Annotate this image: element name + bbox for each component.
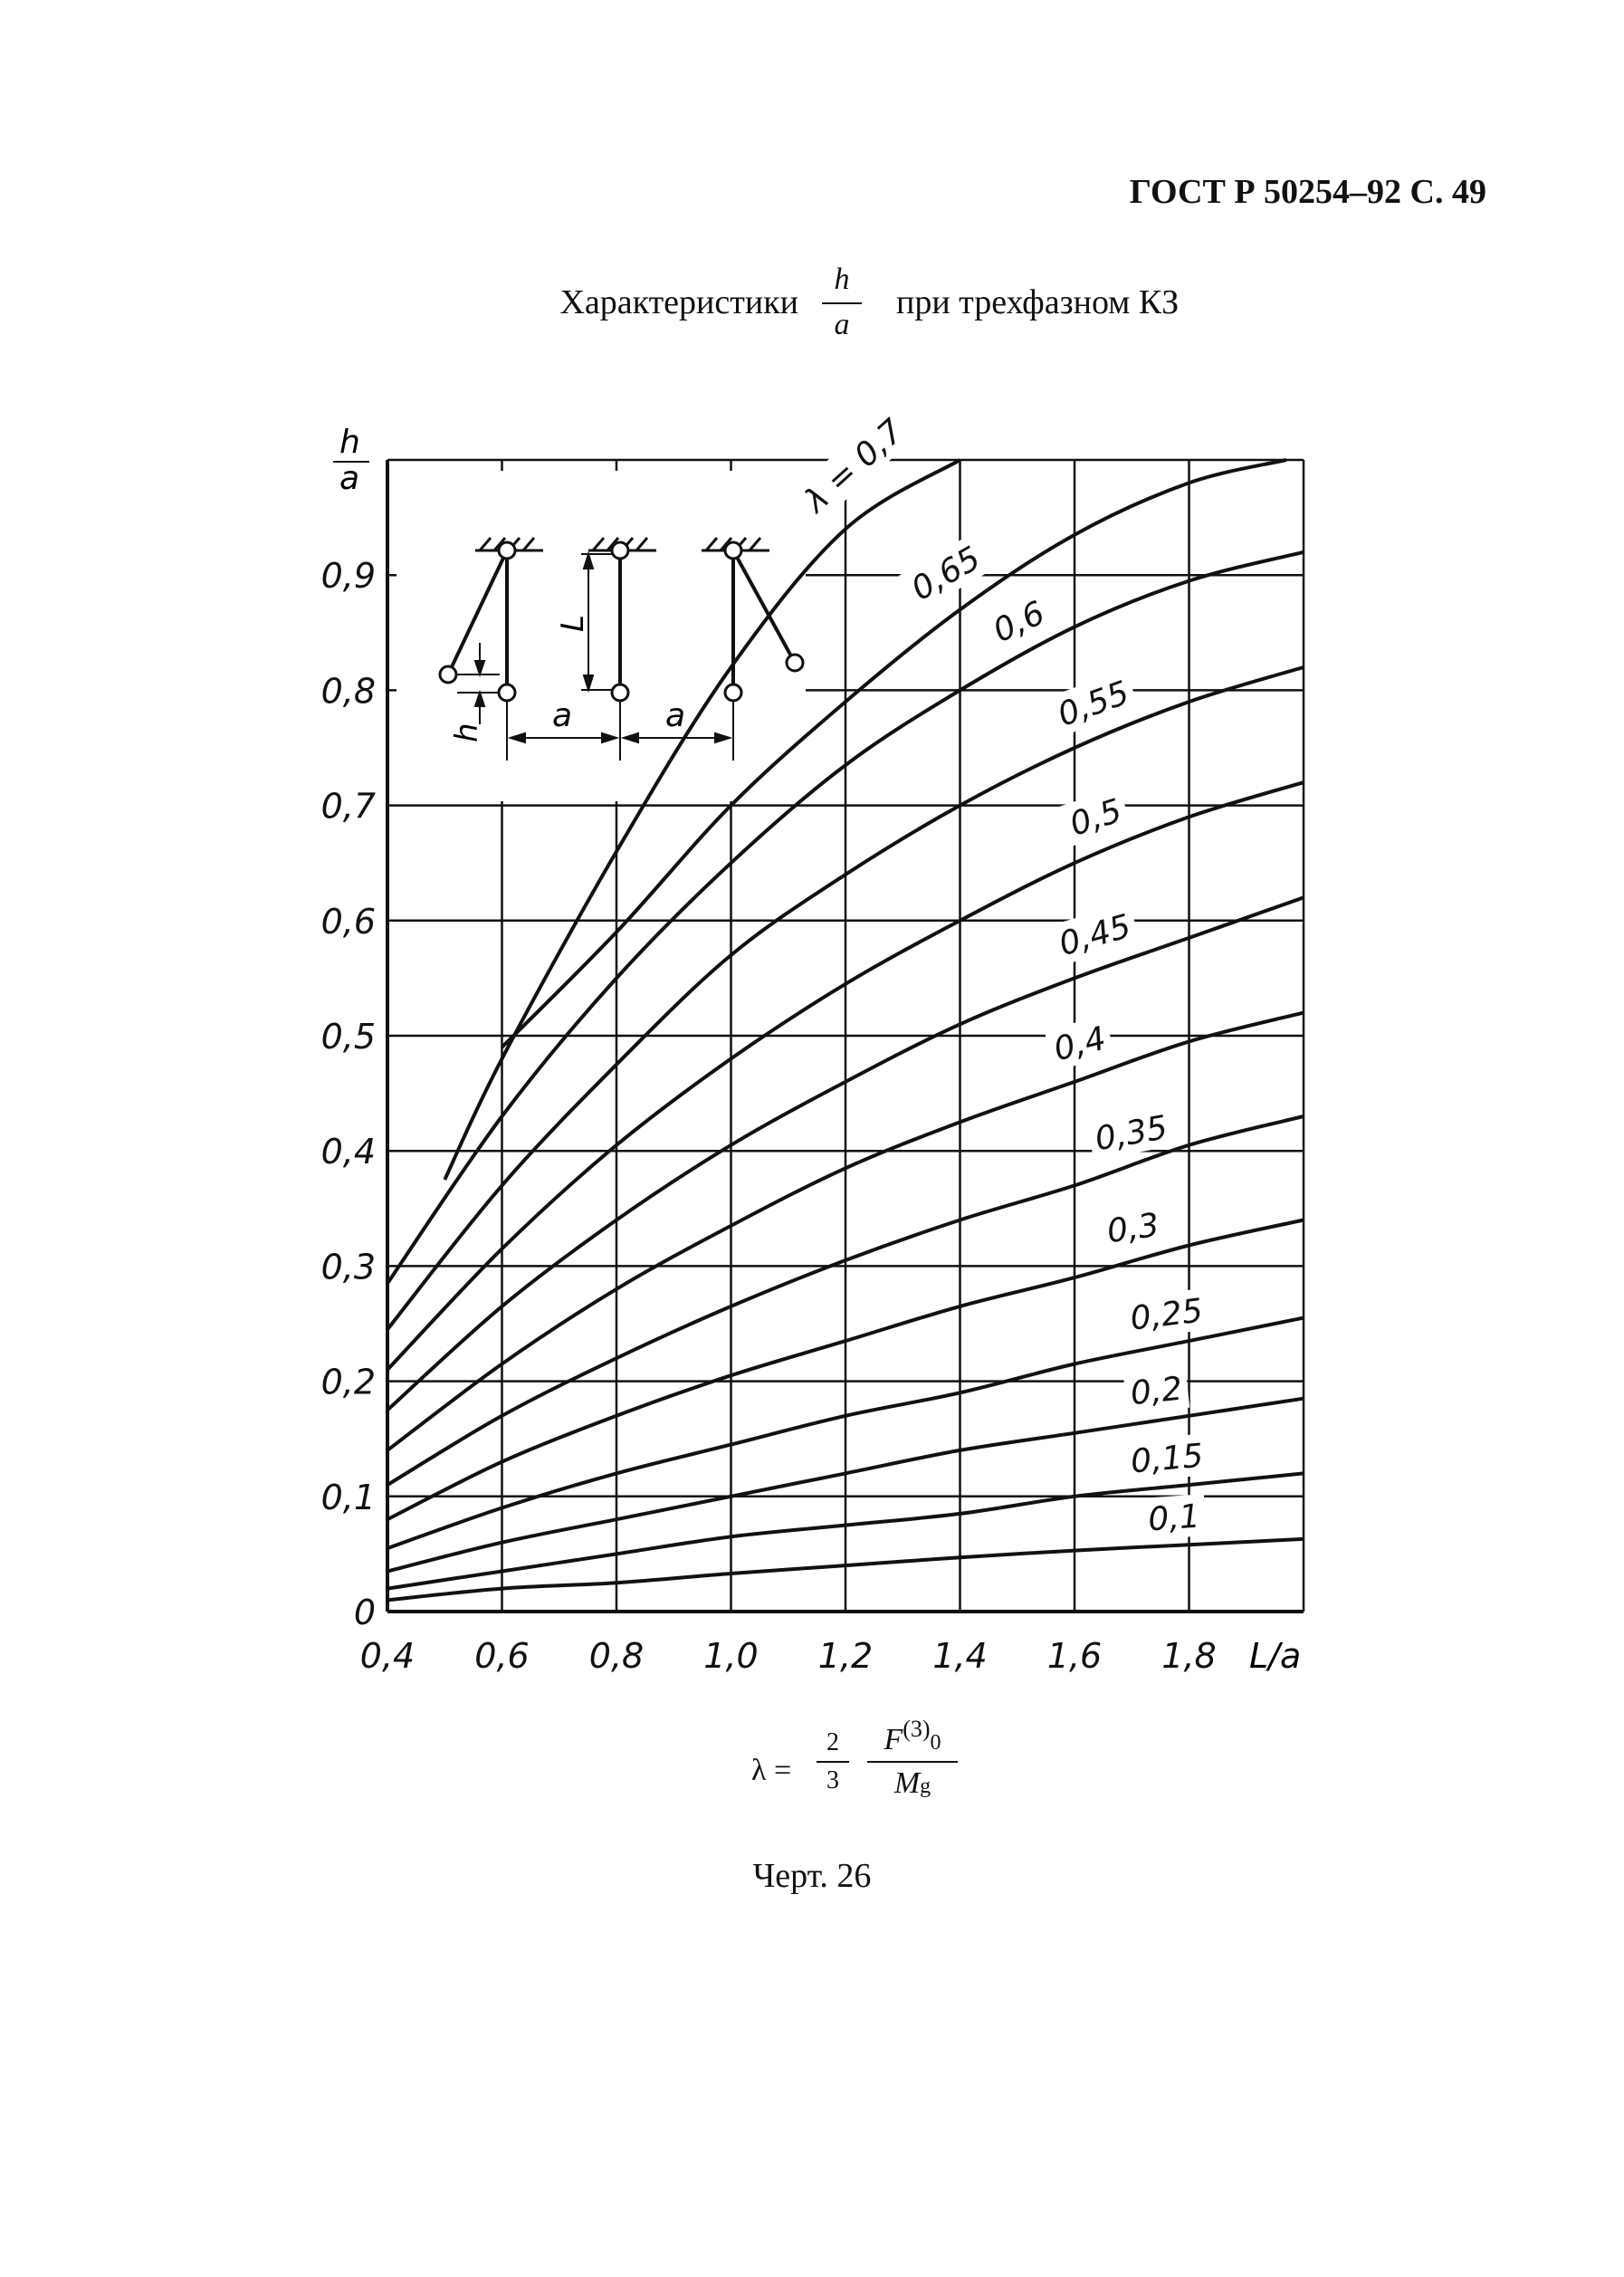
inset-h-label: h: [449, 722, 485, 742]
series-label: 0,6: [988, 594, 1051, 651]
formula-den2: M: [893, 1766, 921, 1800]
series-label: 0,2: [1128, 1370, 1185, 1413]
y-tick-label: 0,6: [320, 901, 376, 942]
inset-background: [396, 471, 806, 801]
series-label: 0,45: [1055, 907, 1135, 964]
inset-L-label: L: [555, 615, 591, 632]
formula-num2: F: [884, 1723, 903, 1756]
series-label: 0,15: [1129, 1437, 1205, 1481]
formula-fraction-2: [867, 1716, 958, 1801]
y-tick-label: 0,4: [320, 1132, 376, 1172]
y-axis-label-top: h: [339, 424, 360, 461]
x-tick-label: 1,0: [703, 1636, 759, 1676]
series-label: λ = 0,7: [797, 412, 912, 521]
y-tick-label: 0,2: [320, 1362, 376, 1402]
chart-curve-labels: [791, 407, 1210, 1540]
series-label: 0,55: [1053, 674, 1134, 734]
series-label: 0,25: [1128, 1292, 1205, 1338]
y-tick-label: 0,3: [320, 1247, 376, 1287]
formula-num2-wrap: [884, 1716, 941, 1756]
x-tick-label: 1,8: [1161, 1636, 1217, 1676]
series-label: 0,35: [1092, 1109, 1170, 1159]
x-tick-label: 1,2: [817, 1636, 874, 1676]
x-axis-label: L/a: [1249, 1636, 1302, 1676]
formula-bar1: [817, 1761, 849, 1763]
y-tick-label: 0,5: [320, 1017, 376, 1057]
inset-diagram: [396, 471, 806, 801]
formula-fraction-1: [817, 1728, 849, 1795]
y-tick-label: 0,9: [320, 556, 376, 597]
formula-den2-sub: g: [920, 1775, 931, 1798]
series-label: 0,5: [1065, 792, 1127, 844]
formula-lhs: λ =: [751, 1754, 792, 1787]
formula-bar2: [867, 1761, 958, 1763]
y-tick-label: 0,7: [320, 786, 376, 827]
formula-den1: 3: [826, 1766, 839, 1794]
y-tick-label: 0,8: [320, 671, 376, 712]
formula-den2-wrap: [894, 1766, 931, 1800]
formula-num2-sup: (3): [903, 1716, 931, 1742]
formula-num2-sub: 0: [930, 1731, 941, 1755]
x-tick-label: 1,6: [1046, 1636, 1103, 1676]
document-header: ГОСТ Р 50254–92 С. 49: [1129, 173, 1486, 211]
title-suffix: при трехфазном КЗ: [896, 283, 1180, 321]
series-label: 0,4: [1050, 1019, 1110, 1069]
x-tick-label: 1,4: [932, 1636, 988, 1676]
x-tick-label: 0,8: [588, 1636, 645, 1676]
y-tick-label: 0: [353, 1593, 376, 1632]
series-label: 0,65: [905, 540, 988, 608]
inset-a-label-left: a: [552, 697, 573, 734]
title-prefix: Характеристики: [559, 283, 798, 321]
x-tick-label: 0,6: [474, 1636, 530, 1676]
series-label: 0,3: [1104, 1206, 1161, 1251]
y-axis-label-bottom: a: [339, 460, 360, 497]
title-frac-num: h: [834, 263, 850, 296]
inset-a-label-right: a: [665, 697, 686, 734]
y-tick-label: 0,1: [320, 1477, 376, 1517]
x-tick-label: 0,4: [359, 1636, 416, 1676]
title-frac-den: a: [834, 308, 850, 341]
figure-caption: Черт. 26: [752, 1857, 872, 1895]
lambda-formula: [751, 1716, 969, 1833]
series-label: 0,1: [1146, 1497, 1201, 1539]
formula-num1: 2: [826, 1728, 839, 1756]
